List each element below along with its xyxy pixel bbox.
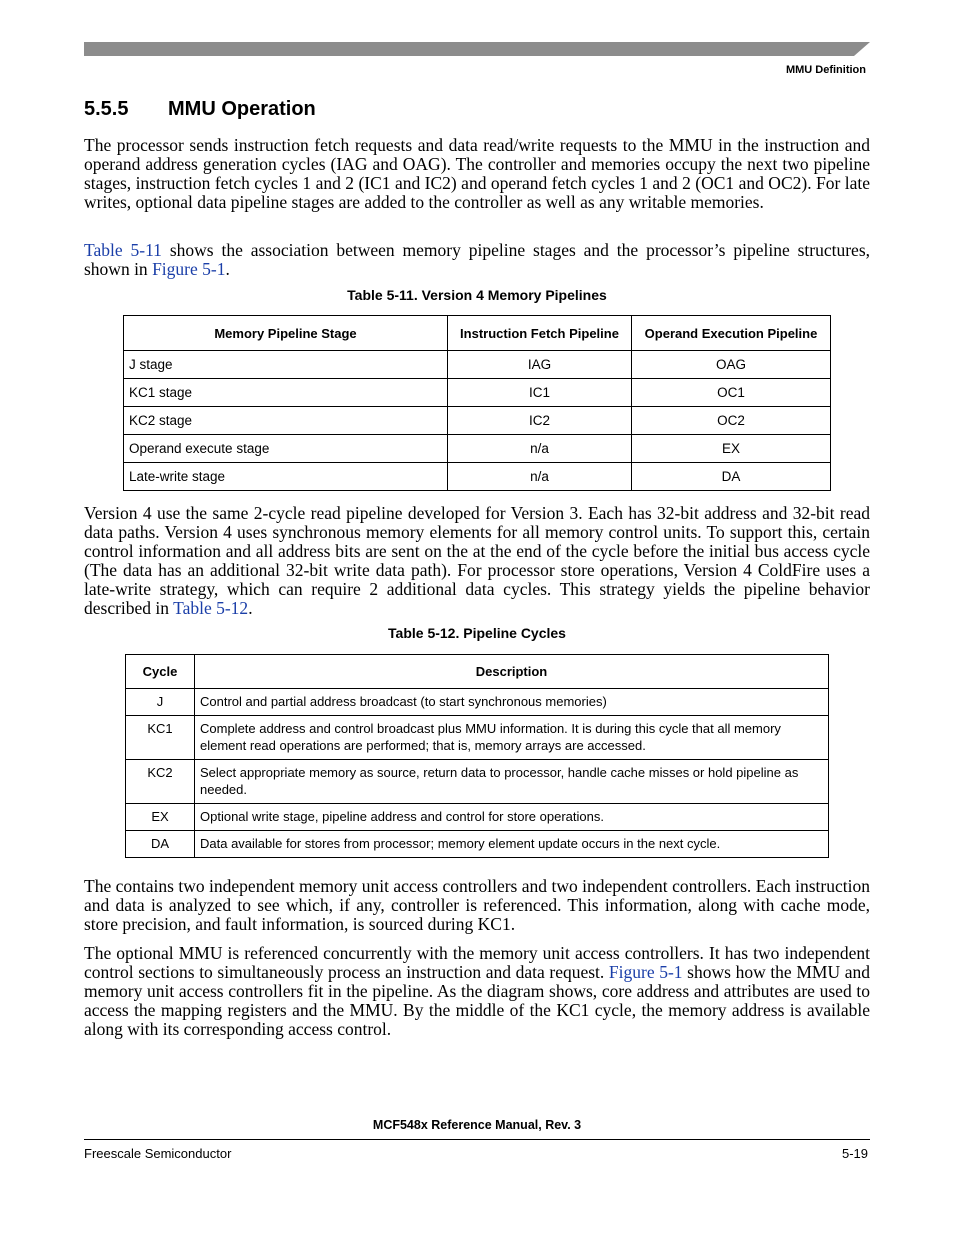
- table-cell: DA: [126, 831, 195, 858]
- table-cell: EX: [632, 435, 831, 463]
- paragraph-3-text: Version 4 use the same 2-cycle read pipeline developed for Version 3. Each has 32-bit address and 32-bit read data paths. Version 4 uses synchronous memory elements for all memory control units. To support this, certain control information and all address bits are sent on the at the end of the cycle before the initial bus access cycle (The data has an additional 32-bit write data path). For processor store operations, Version 4 ColdFire uses a late-write strategy, which can require 2 additional data cycles. This strategy yields the pipeline behavior described in: [84, 503, 870, 618]
- table-cell: KC1 stage: [124, 379, 448, 407]
- column-header: Instruction Fetch Pipeline: [448, 316, 632, 351]
- table-row: [126, 689, 829, 716]
- figure-5-1-link[interactable]: Figure 5-1: [608, 962, 683, 982]
- table-cell: n/a: [448, 463, 632, 491]
- table-cell: Operand execute stage: [124, 435, 448, 463]
- paragraph-3: [84, 504, 870, 618]
- column-header: Cycle: [126, 655, 195, 689]
- figure-5-1-link[interactable]: Figure 5-1: [152, 259, 226, 279]
- table-row: [124, 379, 831, 407]
- table-row: [124, 351, 831, 379]
- table-cell: IAG: [448, 351, 632, 379]
- paragraph-3-end: .: [248, 598, 253, 618]
- table-row: [124, 463, 831, 491]
- table-row: [126, 804, 829, 831]
- table-cell: Complete address and control broadcast plus MMU information. It is during this cycle that all memory element read operations are performed; that is, memory arrays are accessed.: [195, 716, 829, 760]
- column-header: Memory Pipeline Stage: [124, 316, 448, 351]
- table-cell: J stage: [124, 351, 448, 379]
- table-5-11-link[interactable]: Table 5-11: [84, 240, 162, 260]
- table-cell: IC2: [448, 407, 632, 435]
- table-cell: EX: [126, 804, 195, 831]
- table-header-row: [126, 655, 829, 689]
- table-cell: n/a: [448, 435, 632, 463]
- footer-company: Freescale Semiconductor: [84, 1146, 232, 1161]
- memory-pipelines-table: [123, 315, 831, 491]
- table-cell: KC2 stage: [124, 407, 448, 435]
- table-cell: OC1: [632, 379, 831, 407]
- table-cell: OC2: [632, 407, 831, 435]
- paragraph-4: The contains two independent memory unit access controllers and two independent controllers. Each instruction and data is analyzed to see which, if any, controller is referenced. This information, along with cache mode, store precision, and fault information, is sourced during KC1.: [84, 876, 870, 934]
- paragraph-5-end: shows how the MMU and memory unit access controllers fit in the pipeline. As the diagram shows, core address and attributes are used to access the mapping registers and the MMU. By the middle of the KC1 cycle, the memory address is available along with its corresponding access control.: [84, 962, 870, 1039]
- table-header-row: [124, 316, 831, 351]
- paragraph-2-end: .: [225, 259, 230, 279]
- paragraph-5: [84, 944, 870, 1039]
- footer-manual-title: MCF548x Reference Manual, Rev. 3: [372, 1118, 582, 1132]
- running-head: MMU Definition: [785, 64, 866, 76]
- footer-divider: [84, 1139, 870, 1140]
- table-5-12-link[interactable]: Table 5-12: [173, 598, 249, 618]
- table-5-11-caption: Table 5-11. Version 4 Memory Pipelines: [347, 287, 607, 303]
- table-cell: Select appropriate memory as source, return data to processor, handle cache misses or hold pipeline as needed.: [195, 760, 829, 804]
- table-cell: Late-write stage: [124, 463, 448, 491]
- table-row: [124, 435, 831, 463]
- table-row: [126, 760, 829, 804]
- section-heading: [84, 98, 316, 121]
- section-title: MMU Operation: [168, 98, 316, 120]
- pipeline-cycles-table: [125, 654, 829, 858]
- table-cell: Control and partial address broadcast (to start synchronous memories): [195, 689, 829, 716]
- table-cell: IC1: [448, 379, 632, 407]
- section-number: 5.5.5: [84, 98, 129, 120]
- header-decorative-bar: [84, 42, 870, 56]
- table-cell: Data available for stores from processor; memory element update occurs in the next cycle.: [195, 831, 829, 858]
- paragraph-1: The processor sends instruction fetch requests and data read/write requests to the MMU in the instruction and operand address generation cycles (IAG and OAG). The controller and memories occupy the next two pipeline stages, instruction fetch cycles 1 and 2 (IC1 and IC2) and operand fetch cycles 1 and 2 (OC1 and OC2). For late writes, optional data pipeline stages are added to the controller as well as any writable memories.: [84, 135, 870, 212]
- table-cell: J: [126, 689, 195, 716]
- column-header: Operand Execution Pipeline: [632, 316, 831, 351]
- table-5-12-caption: Table 5-12. Pipeline Cycles: [388, 625, 566, 641]
- paragraph-2: [84, 241, 870, 279]
- table-row: [126, 831, 829, 858]
- table-cell: KC1: [126, 716, 195, 760]
- table-row: [126, 716, 829, 760]
- table-cell: Optional write stage, pipeline address and control for store operations.: [195, 804, 829, 831]
- page-number: 5-19: [841, 1146, 868, 1161]
- table-row: [124, 407, 831, 435]
- table-cell: DA: [632, 463, 831, 491]
- table-cell: KC2: [126, 760, 195, 804]
- column-header: Description: [195, 655, 829, 689]
- table-cell: OAG: [632, 351, 831, 379]
- paragraph-2-text: shows the association between memory pipeline stages and the processor’s pipeline structures, shown in: [84, 240, 871, 279]
- paragraph-5-text: The optional MMU is referenced concurrently with the memory unit access controllers. It has two independent control sections to simultaneously process an instruction and data request.: [84, 943, 870, 982]
